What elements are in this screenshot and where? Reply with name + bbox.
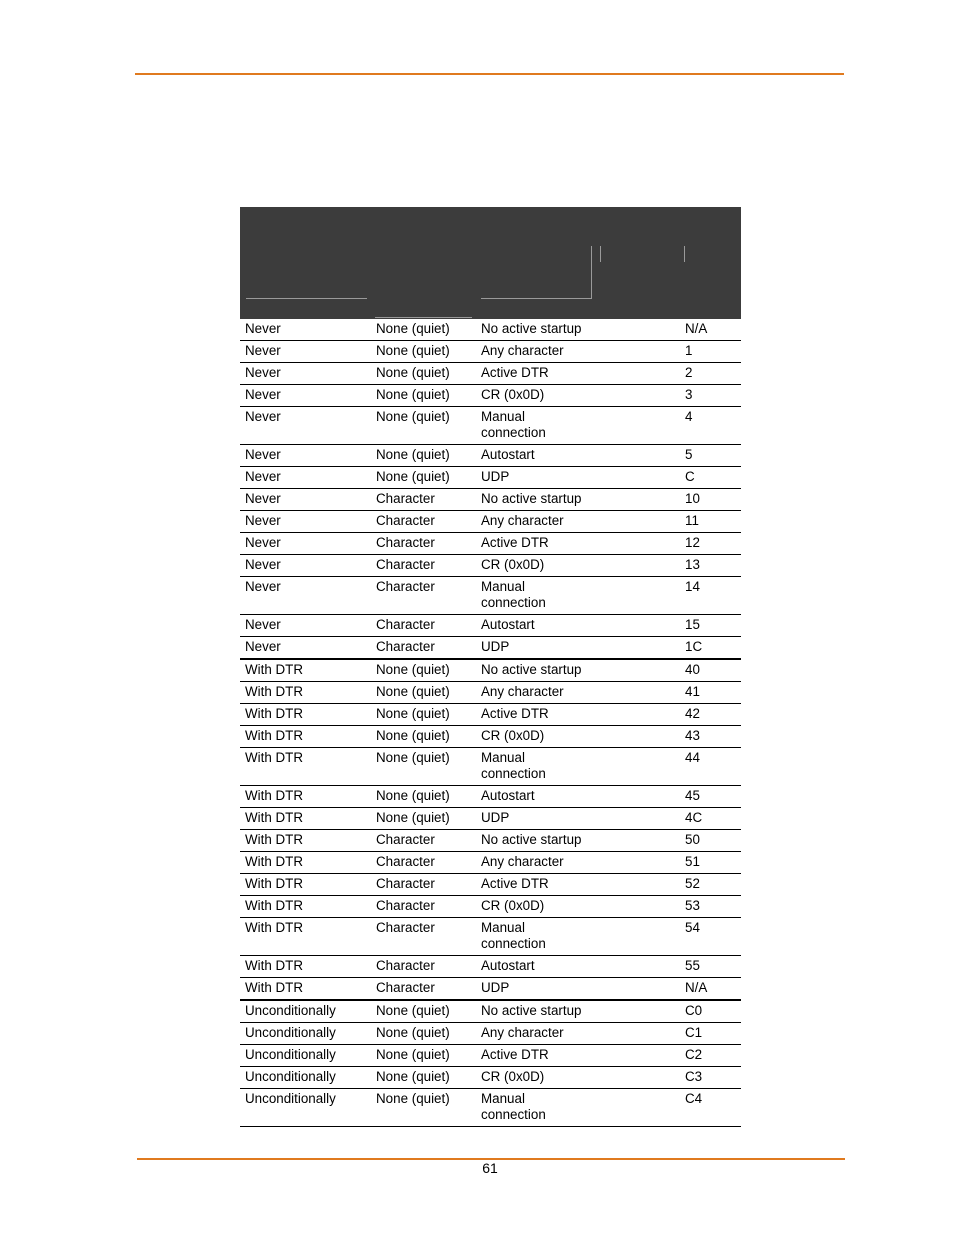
- table-cell: None (quiet): [376, 1025, 450, 1040]
- table-cell: 41: [685, 684, 700, 699]
- table-cell: Character: [376, 639, 435, 654]
- table-cell: Never: [245, 617, 281, 632]
- table-row: [240, 660, 741, 682]
- table-cell: C1: [685, 1025, 703, 1040]
- table-cell: Never: [245, 557, 281, 572]
- header-underline: [246, 298, 367, 299]
- table-cell: With DTR: [245, 662, 304, 677]
- table-row: [240, 489, 741, 511]
- table-row: [240, 341, 741, 363]
- table-cell: 2: [685, 365, 693, 380]
- table-cell: No active startup: [481, 1003, 582, 1018]
- table-cell: With DTR: [245, 958, 304, 973]
- table-cell: 51: [685, 854, 700, 869]
- table-cell: Any character: [481, 1025, 564, 1040]
- table-row: [240, 1089, 741, 1127]
- table-cell: Character: [376, 579, 435, 594]
- page-number: 61: [482, 1160, 498, 1176]
- table-cell: Autostart: [481, 788, 535, 803]
- table-cell: Autostart: [481, 447, 535, 462]
- table-row: [240, 956, 741, 978]
- table-cell: With DTR: [245, 980, 304, 995]
- table-cell: Unconditionally: [245, 1025, 336, 1040]
- table-cell: With DTR: [245, 876, 304, 891]
- table-cell: Never: [245, 513, 281, 528]
- table-cell: None (quiet): [376, 706, 450, 721]
- table-cell: 44: [685, 750, 700, 765]
- table-cell: None (quiet): [376, 447, 450, 462]
- table-row: [240, 1001, 741, 1023]
- table-cell: None (quiet): [376, 469, 450, 484]
- header-divider: [591, 246, 592, 299]
- header-underline: [375, 317, 472, 318]
- table-cell: None (quiet): [376, 1091, 450, 1106]
- table-cell: N/A: [685, 980, 708, 995]
- table-cell: None (quiet): [376, 343, 450, 358]
- table-cell: Active DTR: [481, 706, 549, 721]
- table-cell: None (quiet): [376, 1003, 450, 1018]
- table-cell: 12: [685, 535, 700, 550]
- table-cell: UDP: [481, 810, 510, 825]
- table-row: [240, 682, 741, 704]
- header-rule: [135, 73, 844, 75]
- table-cell: 14: [685, 579, 700, 594]
- table-cell: Never: [245, 387, 281, 402]
- table-cell: Active DTR: [481, 1047, 549, 1062]
- table-cell: CR (0x0D): [481, 728, 545, 743]
- table-cell: None (quiet): [376, 1069, 450, 1084]
- table-cell: Character: [376, 617, 435, 632]
- table-row: [240, 808, 741, 830]
- table-row: [240, 918, 741, 956]
- table-cell: Never: [245, 639, 281, 654]
- connect-mode-table: [240, 207, 741, 1127]
- table-cell: With DTR: [245, 810, 304, 825]
- table-cell: None (quiet): [376, 684, 450, 699]
- table-cell: None (quiet): [376, 321, 450, 336]
- table-cell: UDP: [481, 980, 510, 995]
- table-cell: No active startup: [481, 491, 582, 506]
- header-divider: [684, 246, 685, 262]
- table-cell: 54: [685, 920, 700, 935]
- table-body: [240, 319, 741, 1127]
- table-cell: Manual connection: [481, 920, 546, 951]
- table-cell: 40: [685, 662, 700, 677]
- table-cell: With DTR: [245, 728, 304, 743]
- table-cell: Character: [376, 980, 435, 995]
- table-row: [240, 577, 741, 615]
- table-cell: N/A: [685, 321, 708, 336]
- table-cell: Never: [245, 469, 281, 484]
- table-cell: CR (0x0D): [481, 557, 545, 572]
- table-row: [240, 1045, 741, 1067]
- table-cell: UDP: [481, 639, 510, 654]
- table-cell: Never: [245, 409, 281, 424]
- table-cell: CR (0x0D): [481, 1069, 545, 1084]
- table-cell: 42: [685, 706, 700, 721]
- table-cell: UDP: [481, 469, 510, 484]
- table-cell: Never: [245, 447, 281, 462]
- table-row: [240, 319, 741, 341]
- table-cell: C2: [685, 1047, 703, 1062]
- table-cell: None (quiet): [376, 728, 450, 743]
- table-cell: 11: [685, 513, 699, 528]
- table-cell: None (quiet): [376, 387, 450, 402]
- table-cell: No active startup: [481, 321, 582, 336]
- table-cell: 10: [685, 491, 700, 506]
- table-cell: With DTR: [245, 788, 304, 803]
- table-cell: With DTR: [245, 920, 304, 935]
- table-cell: Active DTR: [481, 876, 549, 891]
- table-cell: No active startup: [481, 662, 582, 677]
- table-cell: None (quiet): [376, 788, 450, 803]
- table-cell: With DTR: [245, 684, 304, 699]
- table-cell: 53: [685, 898, 700, 913]
- table-cell: None (quiet): [376, 662, 450, 677]
- table-cell: Character: [376, 920, 435, 935]
- table-cell: 3: [685, 387, 693, 402]
- table-cell: Any character: [481, 684, 564, 699]
- table-cell: Active DTR: [481, 365, 549, 380]
- table-cell: 4: [685, 409, 693, 424]
- table-cell: 13: [685, 557, 700, 572]
- table-cell: 43: [685, 728, 700, 743]
- table-row: [240, 1023, 741, 1045]
- table-cell: With DTR: [245, 750, 304, 765]
- table-cell: Manual connection: [481, 1091, 546, 1122]
- table-cell: Unconditionally: [245, 1069, 336, 1084]
- table-cell: Unconditionally: [245, 1003, 336, 1018]
- table-cell: 52: [685, 876, 700, 891]
- table-cell: Manual connection: [481, 409, 546, 440]
- table-cell: Character: [376, 513, 435, 528]
- table-cell: Any character: [481, 343, 564, 358]
- table-cell: Never: [245, 343, 281, 358]
- table-row: [240, 978, 741, 1001]
- table-row: [240, 874, 741, 896]
- table-row: [240, 407, 741, 445]
- table-cell: CR (0x0D): [481, 387, 545, 402]
- table-row: [240, 896, 741, 918]
- table-cell: No active startup: [481, 832, 582, 847]
- table-cell: Never: [245, 321, 281, 336]
- table-cell: C3: [685, 1069, 703, 1084]
- table-row: [240, 363, 741, 385]
- table-cell: Character: [376, 958, 435, 973]
- table-cell: None (quiet): [376, 409, 450, 424]
- table-cell: Unconditionally: [245, 1091, 336, 1106]
- table-cell: None (quiet): [376, 1047, 450, 1062]
- table-row: [240, 467, 741, 489]
- table-cell: Never: [245, 365, 281, 380]
- table-cell: None (quiet): [376, 750, 450, 765]
- table-cell: Never: [245, 491, 281, 506]
- table-row: [240, 385, 741, 407]
- table-header: [240, 207, 741, 319]
- table-cell: 1C: [685, 639, 703, 654]
- table-cell: 55: [685, 958, 700, 973]
- table-row: [240, 533, 741, 555]
- table-cell: With DTR: [245, 832, 304, 847]
- table-cell: Manual connection: [481, 579, 546, 610]
- table-cell: C: [685, 469, 695, 484]
- table-cell: Character: [376, 535, 435, 550]
- header-divider: [600, 246, 601, 262]
- table-cell: None (quiet): [376, 810, 450, 825]
- table-cell: Active DTR: [481, 535, 549, 550]
- table-cell: Character: [376, 898, 435, 913]
- table-cell: Character: [376, 832, 435, 847]
- table-cell: Any character: [481, 513, 564, 528]
- table-row: [240, 726, 741, 748]
- header-underline: [481, 298, 591, 299]
- table-cell: Character: [376, 491, 435, 506]
- table-cell: Autostart: [481, 958, 535, 973]
- table-cell: None (quiet): [376, 365, 450, 380]
- table-row: [240, 704, 741, 726]
- table-cell: With DTR: [245, 706, 304, 721]
- table-cell: Autostart: [481, 617, 535, 632]
- table-cell: Character: [376, 876, 435, 891]
- table-row: [240, 511, 741, 533]
- table-row: [240, 748, 741, 786]
- table-cell: C0: [685, 1003, 703, 1018]
- table-cell: 45: [685, 788, 700, 803]
- table-row: [240, 1067, 741, 1089]
- table-cell: With DTR: [245, 854, 304, 869]
- table-cell: Never: [245, 535, 281, 550]
- table-row: [240, 555, 741, 577]
- table-row: [240, 786, 741, 808]
- table-row: [240, 830, 741, 852]
- table-row: [240, 445, 741, 467]
- table-cell: CR (0x0D): [481, 898, 545, 913]
- table-cell: 15: [685, 617, 700, 632]
- table-cell: With DTR: [245, 898, 304, 913]
- table-cell: C4: [685, 1091, 703, 1106]
- table-cell: 4C: [685, 810, 703, 825]
- table-cell: 5: [685, 447, 693, 462]
- table-cell: Never: [245, 579, 281, 594]
- table-cell: 1: [685, 343, 693, 358]
- table-row: [240, 637, 741, 660]
- table-cell: Character: [376, 557, 435, 572]
- table-cell: 50: [685, 832, 700, 847]
- table-cell: Any character: [481, 854, 564, 869]
- table-cell: Character: [376, 854, 435, 869]
- table-row: [240, 852, 741, 874]
- table-cell: Manual connection: [481, 750, 546, 781]
- table-cell: Unconditionally: [245, 1047, 336, 1062]
- table-row: [240, 615, 741, 637]
